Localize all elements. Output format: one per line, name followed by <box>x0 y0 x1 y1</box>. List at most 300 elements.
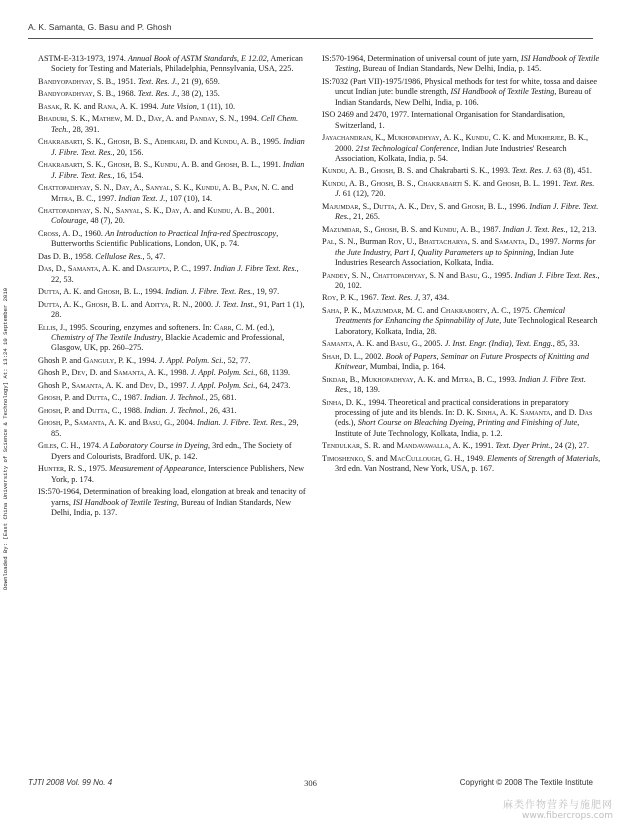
reference-text: , 20, 102. <box>335 270 600 290</box>
reference-text: , 1 (11), 10. <box>196 101 236 111</box>
reference-text: Ghosh <box>496 178 520 188</box>
reference-text: Das <box>578 408 593 417</box>
reference-title: Indian J. Fibre. Text. Res. <box>51 160 305 180</box>
reference-text: , Indian Jute Industries' Research Association, Kolkata, India, p. 54. <box>335 143 567 163</box>
reference-entry <box>38 229 310 250</box>
reference-text: , B. L. and <box>107 299 145 309</box>
reference-entry <box>322 375 602 396</box>
reference-text: Basu <box>142 418 161 428</box>
reference-title: Chemical Treatments for Enhancing the Spinnability of Jute <box>335 305 566 326</box>
reference-text: Mukhopadhyay <box>387 133 440 143</box>
reference-entry <box>322 202 602 223</box>
reference-text: Mathew <box>91 114 121 124</box>
reference-text: Chakrabarti <box>38 137 83 147</box>
reference-text: Cross <box>38 228 59 238</box>
reference-text: ISO 2469 and 2470, 1977. International Organisation for Standardisation, Switzerland, 1. <box>322 110 565 130</box>
reference-text: , 22, 53. <box>51 264 299 284</box>
reference-text: , S. N and <box>425 270 461 280</box>
reference-text: Kundu <box>154 160 178 170</box>
reference-text: , Mumbai, India, p. 164. <box>365 362 446 372</box>
reference-text: Pandey <box>322 270 348 280</box>
reference-title: Indian. J. Fibre. Text. Res. <box>196 418 285 428</box>
reference-title: Elements of Strength of Materials <box>487 453 599 463</box>
reference-title: Annual Book of ASTM Standards, E 12.02 <box>127 54 267 63</box>
reference-text: , A. K. 1994. <box>116 101 161 111</box>
reference-text: Ghosh <box>38 393 61 403</box>
reference-text: , P. K., <box>339 305 364 315</box>
reference-text: , 68, 1139. <box>255 368 291 378</box>
reference-text: Aditya <box>144 299 169 309</box>
reference-title: J. Appl. Polym. Sci. <box>158 355 224 365</box>
reference-text: , 64, 2473. <box>255 380 291 390</box>
reference-entry <box>38 418 310 439</box>
reference-text: , D. and <box>85 368 114 378</box>
reference-title: Indian Text. J. <box>118 193 166 203</box>
reference-text: Chakrabarti <box>417 178 463 188</box>
reference-text: , D., 1997. <box>524 237 562 247</box>
reference-text: , A. K., <box>59 299 86 309</box>
reference-entry <box>38 89 310 99</box>
reference-entry <box>322 179 602 200</box>
reference-title: Indian J. Fibre Text. Res. <box>514 270 598 280</box>
reference-text: Ghosh P., <box>38 380 72 390</box>
reference-text: Mukherjee <box>526 133 565 143</box>
reference-text: , Indian Jute Industries Research Association, Kolkata, India. <box>335 247 574 268</box>
reference-text: , C. M. (ed.), <box>231 322 275 332</box>
reference-title: Indian J. Fibre Text. Res. <box>213 264 297 274</box>
reference-text: Ghosh <box>374 224 397 234</box>
reference-text: , A. B., <box>345 166 371 176</box>
reference-text: Kundu <box>207 206 231 216</box>
reference-text: , 16, 154. <box>112 170 144 180</box>
reference-title: ISI Handbook of Textile Testing <box>450 87 555 97</box>
reference-title: Colourage <box>51 216 87 226</box>
reference-text: Dutta <box>38 299 60 309</box>
references-right-column <box>322 54 602 477</box>
reference-text: Dev <box>139 380 154 390</box>
reference-text: , A. K., 1998. <box>144 368 191 378</box>
reference-entry <box>38 183 310 204</box>
reference-entry <box>322 293 602 303</box>
reference-text: Sikdar <box>322 374 346 384</box>
reference-text: , R. K. and <box>59 101 98 111</box>
reference-text: , B. S. and <box>396 224 434 234</box>
reference-text: , D. K., 1994. Theoretical and practical considerations in preparatory processing of jute and its blends. In: D. K. <box>335 397 569 417</box>
reference-text: , S. K., <box>66 114 92 124</box>
footer-journal: TJTI 2008 Vol. 99 No. 4 <box>28 778 113 787</box>
reference-text: (eds.), <box>335 418 358 428</box>
reference-text: Ghosh <box>214 160 238 170</box>
reference-text: , A. K. and <box>101 380 140 390</box>
reference-entry <box>38 300 310 321</box>
reference-title: J. Inst. Engr. (India), Text. Engg. <box>444 339 553 349</box>
reference-text: , S. K., <box>170 183 196 193</box>
reference-text: Ghosh <box>97 287 120 297</box>
reference-title: Measurement of Appearance <box>109 464 204 474</box>
reference-text: , S. N., 1994. <box>215 114 262 124</box>
reference-text: Sinha <box>322 397 342 407</box>
reference-text: , Blackie Academic and Professional, Glasgow, UK, pp. 260–275. <box>51 333 285 353</box>
reference-text: Carr <box>213 322 232 332</box>
reference-text: Ghosh P. and <box>38 355 84 365</box>
reference-text: , A. K., <box>394 201 421 211</box>
reference-text: , D. and <box>185 137 214 147</box>
reference-text: , A. K., 1991. <box>448 441 496 451</box>
reference-text: Ghosh <box>370 166 394 176</box>
reference-text: Bandyopadhyay <box>38 76 93 86</box>
reference-text: , S., <box>359 224 375 234</box>
reference-title: An Introduction to Practical Infra-red Spectroscopy <box>105 228 277 238</box>
reference-entry <box>38 77 310 87</box>
reference-text: Hunter <box>38 464 64 474</box>
reference-title: ISI Handbook of Textile Testing <box>335 54 600 74</box>
reference-title: Cell Chem. Tech. <box>51 114 299 134</box>
reference-title: Text. Res. J. <box>335 178 595 199</box>
reference-text: , 48 (7), 20. <box>86 216 125 226</box>
reference-text: Kundu <box>213 137 238 147</box>
reference-text: Samanta <box>71 380 102 390</box>
reference-text: IS:570-1964, Determination of universal count of jute yarn, <box>322 54 521 63</box>
reference-entry <box>322 77 602 108</box>
reference-text: , A. C., 1975. <box>487 305 534 315</box>
reference-entry <box>322 54 602 75</box>
reference-text: , S. N., Burman <box>334 237 389 247</box>
reference-text: , Institute of Jute Technology, Kolkata, India, p. 1.2. <box>335 418 580 438</box>
reference-text: Chakraborty <box>440 305 488 315</box>
reference-entry <box>322 166 602 176</box>
reference-text: Das D. B., 1958. <box>38 251 96 261</box>
reference-text: Kundu <box>195 183 219 193</box>
reference-text: , P. C., 1997. <box>169 264 214 274</box>
reference-text: ASTM-E-313-1973, 1974. <box>38 54 128 63</box>
reference-text: , 5, 47. <box>142 251 166 261</box>
reference-text: , A. B., 2001. <box>230 206 275 216</box>
reference-text: Ghosh <box>107 137 130 147</box>
reference-title: A Laboratory Course in Dyeing <box>103 441 208 451</box>
reference-entry <box>322 133 602 164</box>
reference-text: Chattopadhyay <box>38 206 91 216</box>
running-head-authors: A. K. Samanta, G. Basu and P. Ghosh <box>28 22 172 32</box>
reference-text: Basu <box>460 270 478 280</box>
reference-text: , S., <box>358 201 374 211</box>
reference-title: Text. Dyer Print. <box>495 441 551 451</box>
reference-text: , B. L., 1991. <box>237 160 283 170</box>
reference-title: Jute Vision <box>160 101 197 111</box>
reference-entry <box>38 252 310 262</box>
reference-text: Tendulkar <box>322 441 361 451</box>
reference-entry <box>38 356 310 366</box>
reference-text: Saha <box>322 305 340 315</box>
reference-text: Timoshenko <box>322 453 364 463</box>
reference-text: Adhikari <box>154 137 186 147</box>
reference-text: , 3rd edn. Van Nostrand, New York, USA, p. 167. <box>335 453 601 474</box>
reference-title: Chemistry of The Textile Industry <box>51 333 162 343</box>
reference-entry <box>38 381 310 391</box>
reference-text: 63 (8), 451. <box>551 166 592 176</box>
reference-text: , P., <box>60 418 75 428</box>
reference-text: , A. B., <box>218 183 245 193</box>
reference-text: Giles <box>38 441 57 451</box>
reference-entry <box>322 339 602 349</box>
reference-text: , A. K. and <box>413 374 452 384</box>
reference-text: Shah <box>322 351 340 361</box>
reference-text: , A. and <box>179 206 208 216</box>
reference-text: Ghosh <box>107 160 130 170</box>
reference-text: , 38 (2), 135. <box>177 89 220 99</box>
reference-text: Ghosh <box>38 418 61 428</box>
reference-text: S. K. and <box>462 178 497 188</box>
reference-text: Kundu <box>465 133 489 143</box>
reference-text: 61 (12), 720. <box>340 189 386 199</box>
reference-text: Bhaduri <box>38 114 67 124</box>
reference-text: , Bureau of Indian Standards, New Delhi, India, p. 106. <box>335 87 592 107</box>
reference-text: , A. K. and <box>352 339 391 349</box>
reference-text: Majumdar <box>322 201 359 211</box>
reference-text: , 21, 265. <box>348 212 380 222</box>
reference-text: Dev <box>71 368 86 378</box>
reference-text: Chattopadhyay <box>38 183 91 193</box>
reference-text: , 26, 431. <box>205 405 237 415</box>
reference-title: Indian J. Text. Res. <box>502 224 566 234</box>
reference-text: , R. N., 2000. <box>168 299 216 309</box>
reference-entry <box>322 110 602 131</box>
reference-text: , C., 1988. <box>107 405 145 415</box>
reference-text: , B. L., 1996. <box>483 201 530 211</box>
reference-title: Norms for the Jute Industry, Part I, Quality Parameters up to Spinning <box>335 237 596 257</box>
reference-entry <box>322 271 602 292</box>
reference-text: , B. S. and Chakrabarti S. K., 1993. <box>393 166 512 176</box>
reference-text: , A. K. <box>496 408 521 417</box>
reference-title: Text. Res. J <box>380 293 419 303</box>
reference-text: Mandavawalla <box>396 441 449 451</box>
reference-text: Dutta <box>38 287 60 297</box>
reference-text: , A. and <box>161 114 190 124</box>
reference-text: Bhattacharya <box>418 237 468 247</box>
reference-text: , S. R. and <box>360 441 397 451</box>
reference-text: , S. and <box>434 201 462 211</box>
reference-text: , 91, Part 1 (1), 28. <box>51 299 305 320</box>
reference-text: , 21 (9), 659. <box>177 76 220 86</box>
reference-text: , B., <box>345 374 362 384</box>
reference-text: , D. L., 2002. <box>339 351 386 361</box>
reference-text: , 20, 156. <box>112 147 144 157</box>
reference-text: , American Society for Testing and Materials, Philadelphia, Pennsylvania, USA, 225. <box>51 54 303 74</box>
reference-text: , 37, 434. <box>418 293 450 303</box>
reference-text: Mukhopadhyay <box>361 374 414 384</box>
reference-entry <box>322 441 602 451</box>
reference-text: Basu <box>390 339 408 349</box>
reference-text: , S. K., <box>82 160 108 170</box>
reference-text: Ghosh <box>85 299 108 309</box>
references-left-column <box>38 54 310 521</box>
reference-entry <box>38 264 310 285</box>
watermark <box>503 800 613 822</box>
reference-text: , B. S., <box>129 160 155 170</box>
reference-text: Chattopadhyay <box>372 270 426 280</box>
reference-text: , S. N., <box>90 183 116 193</box>
reference-text: Dasgupta <box>136 264 170 274</box>
reference-text: , Interscience Publishers, New York, p. 174. <box>51 464 305 484</box>
reference-text: Samanta <box>113 368 145 378</box>
reference-text: , A. K., <box>439 133 466 143</box>
reference-text: IS:7032 (Part VII)-1975/1986, Physical methods for test for white, tossa and daisee uncut Indian jute: bundle strength, <box>322 76 598 97</box>
reference-text: Dey <box>420 201 435 211</box>
reference-title: Indian J. Fibre. Text. Res. <box>335 201 599 222</box>
reference-text: , B. S., <box>393 178 418 188</box>
reference-text: , 19, 97. <box>252 287 280 297</box>
reference-text: , S. K., <box>82 137 108 147</box>
header-rule <box>28 38 593 39</box>
footer-copyright: Copyright © 2008 The Textile Institute <box>459 778 593 787</box>
reference-text: Kundu <box>322 166 346 176</box>
reference-text: Kundu <box>433 224 457 234</box>
reference-text: MacCullough <box>389 453 441 463</box>
reference-text: , 107 (10), 14. <box>165 193 213 203</box>
reference-text: , N. C. and <box>257 183 294 193</box>
reference-text: , S. B., 1968. <box>92 89 138 99</box>
reference-text: , A. B., 1995. <box>237 137 284 147</box>
reference-text: Day <box>147 114 162 124</box>
reference-text: , G., 2004. <box>160 418 197 428</box>
reference-entry <box>38 160 310 181</box>
reference-text: Panday <box>189 114 216 124</box>
reference-entry <box>322 237 602 268</box>
reference-text: , S. and <box>363 453 390 463</box>
reference-text: , G., 2005. <box>407 339 445 349</box>
download-stamp: Downloaded By: [East China University of Science & Technology] At: 13:24 10 September 2010 <box>2 287 9 590</box>
reference-text: , M. C. and <box>401 305 441 315</box>
reference-text: Samanta <box>520 408 551 417</box>
reference-text: Dutta <box>373 201 395 211</box>
reference-text: Basak <box>38 101 60 111</box>
reference-title: J. Text. Inst. <box>215 299 255 309</box>
reference-title: Text. Res. J. <box>511 166 552 176</box>
reference-text: IS:570-1964, Determination of breaking load, elongation at break and tenacity of yarns, <box>38 487 306 507</box>
reference-text: Chakrabarti <box>38 160 83 170</box>
reference-text: , 25, 681. <box>205 393 237 403</box>
reference-title: J. Appl. Polym. Sci. <box>190 380 256 390</box>
reference-title: Text. Res. J. <box>137 76 178 86</box>
reference-text: , A. K. and <box>59 287 98 297</box>
reference-text: , Jute Technological Research Laboratory, Kolkata, India, 28. <box>335 316 598 336</box>
reference-text: , J., 1995. Scouring, enzymes and softeners. In: <box>55 322 214 332</box>
reference-text: , A., <box>129 183 146 193</box>
reference-text: Ghosh P., <box>38 368 72 378</box>
reference-text: , P. and <box>60 393 87 403</box>
reference-entry <box>38 206 310 227</box>
reference-text: , G. H., 1949. <box>440 453 488 463</box>
reference-text: Sanyal <box>115 206 141 216</box>
reference-text: , P. K., 1994. <box>114 355 159 365</box>
reference-text: , B. S., <box>129 137 155 147</box>
reference-text: , C., 1987. <box>107 393 145 403</box>
reference-text: Roy <box>322 293 337 303</box>
reference-text: Kundu <box>322 178 346 188</box>
reference-text: , Butterworths Scientific Publications, London, UK, p. 74. <box>51 228 279 249</box>
reference-text: , Bureau of Indian Standards, New Delhi, India, p. 137. <box>51 497 292 517</box>
reference-text: Mazumdar <box>363 305 402 315</box>
reference-text: , A. B., <box>345 178 371 188</box>
reference-text: Samanta <box>67 264 99 274</box>
reference-text: Pan <box>244 183 258 193</box>
reference-text: , D., 1997. <box>153 380 191 390</box>
reference-title: Text. Res. J. <box>137 89 178 99</box>
reference-text: , 85, 33. <box>552 339 580 349</box>
reference-title: Indian J. Fibre Text. Res. <box>335 374 586 395</box>
reference-text: , S. and <box>467 237 495 247</box>
reference-text: Sinha <box>476 408 497 417</box>
reference-entry <box>322 225 602 235</box>
reference-entry <box>322 454 602 475</box>
reference-text: , A. K. and <box>104 418 143 428</box>
reference-text: , 52, 77. <box>223 355 251 365</box>
reference-title: Book of Papers, Seminar on Future Prospects of Knitting and Knitwear <box>335 351 589 372</box>
reference-title: Indian. J. Technol. <box>144 405 206 415</box>
reference-text: Dutta <box>86 393 108 403</box>
reference-entry <box>38 287 310 297</box>
reference-text: , A. B., 1987. <box>456 224 503 234</box>
reference-entry <box>38 464 310 485</box>
reference-text: , Bureau of Indian Standards, New Delhi, India, p. 145. <box>358 64 542 74</box>
reference-text: , 28, 391. <box>68 124 100 134</box>
reference-entry <box>38 393 310 403</box>
reference-text: , S. N., <box>347 270 373 280</box>
reference-text: , 18, 139. <box>348 385 380 395</box>
reference-text: , G., 1995. <box>477 270 515 280</box>
reference-text: , S. K., <box>140 206 166 216</box>
reference-text: , D., <box>51 264 68 274</box>
reference-text: , A. K. and <box>98 264 137 274</box>
reference-entry <box>38 102 310 112</box>
reference-title: Indian. J. Fibre. Text. Res. <box>165 287 253 297</box>
reference-text: Samanta <box>322 339 353 349</box>
reference-title: Indian. J. Technol. <box>144 393 206 403</box>
reference-entry <box>38 441 310 462</box>
reference-text: , and D. <box>550 408 579 417</box>
reference-text: , 12, 213. <box>565 224 597 234</box>
reference-text: , B. L. 1991. <box>519 178 563 188</box>
watermark-url: www.fibercrops.com <box>522 811 613 821</box>
reference-entry <box>322 306 602 337</box>
reference-text: Mitra <box>51 193 73 203</box>
reference-entry <box>38 137 310 158</box>
reference-text: , S. B., 1951. <box>92 76 138 86</box>
reference-text: , B. C., 1997. <box>72 193 119 203</box>
reference-title: ISI Handbook of Textile Testing <box>73 497 177 507</box>
reference-entry <box>38 54 310 75</box>
reference-text: Dutta <box>86 405 108 415</box>
reference-entry <box>38 323 310 354</box>
reference-text: Das <box>38 264 52 274</box>
reference-text: Roy <box>388 237 403 247</box>
reference-text: Samanta <box>74 418 105 428</box>
reference-entry <box>38 406 310 416</box>
reference-text: , 3rd edn., The Society of Dyers and Colourists, Bradford. UK, p. 142. <box>51 441 292 461</box>
reference-text: Ellis <box>38 322 56 332</box>
reference-text: Day <box>165 206 180 216</box>
reference-text: Ghosh <box>38 405 61 415</box>
reference-text: Day <box>115 183 130 193</box>
reference-entry <box>38 487 310 518</box>
reference-text: , B. L., 1994. <box>119 287 166 297</box>
reference-text: , M. D., <box>120 114 148 124</box>
reference-text: Sanyal <box>145 183 171 193</box>
reference-text: , S. N., <box>90 206 116 216</box>
reference-title: Short Course on Bleaching Dyeing, Printing and Finishing of Jute <box>357 418 578 428</box>
reference-text: Pal <box>322 237 335 247</box>
reference-text: , A. D., 1960. <box>58 228 106 238</box>
reference-entry <box>38 368 310 378</box>
